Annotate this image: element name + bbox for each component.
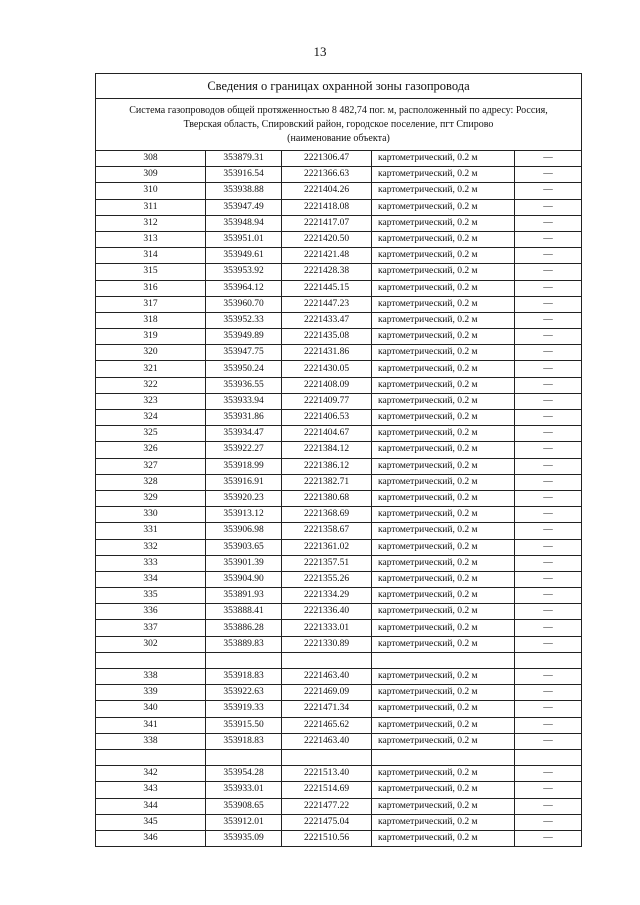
method-cell: картометрический, 0.2 м [372,248,515,264]
method-cell: картометрический, 0.2 м [372,312,515,328]
note-cell: — [515,393,582,409]
table-row [96,555,582,571]
y-coordinate-cell: 2221386.12 [282,458,372,474]
note-cell: — [515,766,582,782]
x-coordinate-cell: 353918.83 [206,669,282,685]
table-row [96,393,582,409]
method-cell: картометрический, 0.2 м [372,215,515,231]
note-cell: — [515,490,582,506]
x-coordinate-cell [206,652,282,668]
description-row [96,99,582,151]
note-cell: — [515,183,582,199]
y-coordinate-cell: 2221430.05 [282,361,372,377]
point-number-cell: 314 [96,248,206,264]
note-cell: — [515,717,582,733]
note-cell: — [515,701,582,717]
x-coordinate-cell: 353918.99 [206,458,282,474]
table-row [96,523,582,539]
note-cell: — [515,685,582,701]
y-coordinate-cell: 2221428.38 [282,264,372,280]
method-cell: картометрический, 0.2 м [372,264,515,280]
note-cell: — [515,248,582,264]
note-cell: — [515,377,582,393]
y-coordinate-cell: 2221306.47 [282,151,372,167]
note-cell: — [515,474,582,490]
x-coordinate-cell: 353912.01 [206,814,282,830]
title-row [96,74,582,99]
note-cell: — [515,345,582,361]
note-cell: — [515,555,582,571]
point-number-cell: 312 [96,215,206,231]
method-cell: картометрический, 0.2 м [372,393,515,409]
y-coordinate-cell: 2221418.08 [282,199,372,215]
table-row [96,588,582,604]
x-coordinate-cell: 353888.41 [206,604,282,620]
point-number-cell: 302 [96,636,206,652]
table-row [96,620,582,636]
x-coordinate-cell: 353903.65 [206,539,282,555]
note-cell: — [515,507,582,523]
note-cell: — [515,151,582,167]
point-number-cell: 342 [96,766,206,782]
method-cell: картометрический, 0.2 м [372,361,515,377]
point-number-cell: 329 [96,490,206,506]
point-number-cell: 338 [96,669,206,685]
point-number-cell: 341 [96,717,206,733]
method-cell: картометрический, 0.2 м [372,442,515,458]
method-cell: картометрический, 0.2 м [372,345,515,361]
table-row [96,685,582,701]
note-cell: — [515,669,582,685]
table-row [96,167,582,183]
x-coordinate-cell: 353952.33 [206,312,282,328]
note-cell: — [515,782,582,798]
y-coordinate-cell: 2221420.50 [282,231,372,247]
y-coordinate-cell: 2221380.68 [282,490,372,506]
y-coordinate-cell: 2221445.15 [282,280,372,296]
table-row [96,442,582,458]
point-number-cell: 311 [96,199,206,215]
table-row [96,280,582,296]
method-cell: картометрический, 0.2 м [372,474,515,490]
note-cell: — [515,830,582,846]
y-coordinate-cell: 2221361.02 [282,539,372,555]
y-coordinate-cell: 2221471.34 [282,701,372,717]
method-cell: картометрический, 0.2 м [372,507,515,523]
table-row [96,507,582,523]
point-number-cell: 336 [96,604,206,620]
note-cell: — [515,523,582,539]
y-coordinate-cell [282,749,372,765]
x-coordinate-cell: 353879.31 [206,151,282,167]
note-cell: — [515,361,582,377]
point-number-cell: 338 [96,733,206,749]
point-number-cell: 340 [96,701,206,717]
table-row [96,604,582,620]
page-number: 13 [313,44,327,59]
separator-row [96,749,582,765]
point-number-cell: 343 [96,782,206,798]
method-cell: картометрический, 0.2 м [372,782,515,798]
y-coordinate-cell: 2221431.86 [282,345,372,361]
table-row [96,539,582,555]
method-cell: картометрический, 0.2 м [372,167,515,183]
note-cell: — [515,458,582,474]
method-cell: картометрический, 0.2 м [372,329,515,345]
table-row [96,183,582,199]
note-cell: — [515,442,582,458]
method-cell: картометрический, 0.2 м [372,458,515,474]
y-coordinate-cell: 2221463.40 [282,669,372,685]
y-coordinate-cell: 2221404.26 [282,183,372,199]
x-coordinate-cell: 353954.28 [206,766,282,782]
x-coordinate-cell: 353931.86 [206,410,282,426]
y-coordinate-cell: 2221366.63 [282,167,372,183]
table-row [96,361,582,377]
x-coordinate-cell: 353949.61 [206,248,282,264]
table-row [96,474,582,490]
note-cell: — [515,539,582,555]
x-coordinate-cell: 353908.65 [206,798,282,814]
table-row [96,798,582,814]
note-cell: — [515,280,582,296]
method-cell: картометрический, 0.2 м [372,296,515,312]
point-number-cell: 326 [96,442,206,458]
point-number-cell: 322 [96,377,206,393]
method-cell: картометрический, 0.2 м [372,685,515,701]
table-row [96,215,582,231]
table-row [96,490,582,506]
method-cell: картометрический, 0.2 м [372,183,515,199]
method-cell: картометрический, 0.2 м [372,717,515,733]
y-coordinate-cell: 2221421.48 [282,248,372,264]
x-coordinate-cell: 353889.83 [206,636,282,652]
y-coordinate-cell: 2221447.23 [282,296,372,312]
table-row [96,377,582,393]
table-row [96,345,582,361]
x-coordinate-cell: 353947.49 [206,199,282,215]
point-number-cell: 330 [96,507,206,523]
method-cell: картометрический, 0.2 м [372,766,515,782]
table-row [96,199,582,215]
y-coordinate-cell: 2221355.26 [282,571,372,587]
point-number-cell: 334 [96,571,206,587]
method-cell: картометрический, 0.2 м [372,426,515,442]
y-coordinate-cell: 2221368.69 [282,507,372,523]
y-coordinate-cell: 2221358.67 [282,523,372,539]
point-number-cell: 323 [96,393,206,409]
note-cell: — [515,798,582,814]
x-coordinate-cell: 353949.89 [206,329,282,345]
point-number-cell: 345 [96,814,206,830]
y-coordinate-cell: 2221465.62 [282,717,372,733]
point-number-cell: 313 [96,231,206,247]
x-coordinate-cell: 353938.88 [206,183,282,199]
method-cell: картометрический, 0.2 м [372,490,515,506]
y-coordinate-cell: 2221417.07 [282,215,372,231]
x-coordinate-cell: 353964.12 [206,280,282,296]
method-cell: картометрический, 0.2 м [372,620,515,636]
note-cell: — [515,199,582,215]
x-coordinate-cell: 353948.94 [206,215,282,231]
table-row [96,248,582,264]
x-coordinate-cell: 353922.27 [206,442,282,458]
y-coordinate-cell: 2221384.12 [282,442,372,458]
table-row [96,733,582,749]
x-coordinate-cell: 353886.28 [206,620,282,636]
table-row [96,814,582,830]
table-row [96,766,582,782]
point-number-cell: 317 [96,296,206,312]
x-coordinate-cell: 353950.24 [206,361,282,377]
method-cell: картометрический, 0.2 м [372,701,515,717]
table-row [96,669,582,685]
note-cell: — [515,604,582,620]
point-number-cell: 320 [96,345,206,361]
point-number-cell: 321 [96,361,206,377]
method-cell: картометрический, 0.2 м [372,523,515,539]
y-coordinate-cell: 2221433.47 [282,312,372,328]
y-coordinate-cell: 2221408.09 [282,377,372,393]
method-cell [372,652,515,668]
point-number-cell: 327 [96,458,206,474]
x-coordinate-cell: 353934.47 [206,426,282,442]
x-coordinate-cell: 353936.55 [206,377,282,393]
table-row [96,329,582,345]
point-number-cell: 331 [96,523,206,539]
method-cell: картометрический, 0.2 м [372,571,515,587]
point-number-cell: 344 [96,798,206,814]
method-cell: картометрический, 0.2 м [372,231,515,247]
table-row [96,782,582,798]
method-cell: картометрический, 0.2 м [372,410,515,426]
point-number-cell: 319 [96,329,206,345]
point-number-cell [96,652,206,668]
x-coordinate-cell: 353916.91 [206,474,282,490]
table-row [96,231,582,247]
y-coordinate-cell: 2221514.69 [282,782,372,798]
table-row [96,410,582,426]
y-coordinate-cell: 2221463.40 [282,733,372,749]
point-number-cell: 316 [96,280,206,296]
method-cell [372,749,515,765]
x-coordinate-cell: 353947.75 [206,345,282,361]
x-coordinate-cell: 353891.93 [206,588,282,604]
y-coordinate-cell: 2221513.40 [282,766,372,782]
table-row [96,264,582,280]
x-coordinate-cell: 353920.23 [206,490,282,506]
note-cell: — [515,636,582,652]
x-coordinate-cell: 353916.54 [206,167,282,183]
point-number-cell: 309 [96,167,206,183]
y-coordinate-cell: 2221336.40 [282,604,372,620]
y-coordinate-cell: 2221469.09 [282,685,372,701]
method-cell: картометрический, 0.2 м [372,814,515,830]
x-coordinate-cell: 353915.50 [206,717,282,733]
method-cell: картометрический, 0.2 м [372,151,515,167]
table-row [96,571,582,587]
note-cell: — [515,814,582,830]
x-coordinate-cell [206,749,282,765]
table-row [96,458,582,474]
note-cell: — [515,167,582,183]
x-coordinate-cell: 353918.83 [206,733,282,749]
point-number-cell: 339 [96,685,206,701]
x-coordinate-cell: 353922.63 [206,685,282,701]
x-coordinate-cell: 353960.70 [206,296,282,312]
method-cell: картометрический, 0.2 м [372,669,515,685]
x-coordinate-cell: 353906.98 [206,523,282,539]
point-number-cell: 318 [96,312,206,328]
description-line-3: (наименование объекта) [287,132,390,144]
x-coordinate-cell: 353904.90 [206,571,282,587]
y-coordinate-cell: 2221406.53 [282,410,372,426]
x-coordinate-cell: 353933.01 [206,782,282,798]
note-cell: — [515,329,582,345]
method-cell: картометрический, 0.2 м [372,199,515,215]
point-number-cell [96,749,206,765]
y-coordinate-cell: 2221510.56 [282,830,372,846]
y-coordinate-cell [282,652,372,668]
y-coordinate-cell: 2221435.08 [282,329,372,345]
method-cell: картометрический, 0.2 м [372,539,515,555]
note-cell: — [515,733,582,749]
note-cell: — [515,410,582,426]
point-number-cell: 325 [96,426,206,442]
table-row [96,312,582,328]
separator-row [96,652,582,668]
table-body [96,74,582,847]
y-coordinate-cell: 2221477.22 [282,798,372,814]
point-number-cell: 324 [96,410,206,426]
point-number-cell: 310 [96,183,206,199]
method-cell: картометрический, 0.2 м [372,798,515,814]
x-coordinate-cell: 353901.39 [206,555,282,571]
point-number-cell: 333 [96,555,206,571]
object-description [96,99,582,151]
note-cell: — [515,588,582,604]
method-cell: картометрический, 0.2 м [372,377,515,393]
method-cell: картометрический, 0.2 м [372,830,515,846]
table-row [96,701,582,717]
x-coordinate-cell: 353933.94 [206,393,282,409]
note-cell [515,652,582,668]
method-cell: картометрический, 0.2 м [372,604,515,620]
point-number-cell: 335 [96,588,206,604]
x-coordinate-cell: 353953.92 [206,264,282,280]
table-row [96,296,582,312]
y-coordinate-cell: 2221334.29 [282,588,372,604]
method-cell: картометрический, 0.2 м [372,733,515,749]
point-number-cell: 308 [96,151,206,167]
table-row [96,426,582,442]
note-cell: — [515,231,582,247]
x-coordinate-cell: 353935.09 [206,830,282,846]
point-number-cell: 346 [96,830,206,846]
y-coordinate-cell: 2221357.51 [282,555,372,571]
note-cell: — [515,620,582,636]
note-cell: — [515,296,582,312]
point-number-cell: 332 [96,539,206,555]
y-coordinate-cell: 2221475.04 [282,814,372,830]
x-coordinate-cell: 353913.12 [206,507,282,523]
note-cell: — [515,571,582,587]
description-line-2: Тверская область, Спировский район, городское поселение, пгт Спирово [183,118,494,130]
coordinates-table [95,73,582,847]
note-cell: — [515,426,582,442]
table-row [96,636,582,652]
method-cell: картометрический, 0.2 м [372,636,515,652]
y-coordinate-cell: 2221409.77 [282,393,372,409]
method-cell: картометрический, 0.2 м [372,280,515,296]
note-cell [515,749,582,765]
point-number-cell: 337 [96,620,206,636]
table-row [96,830,582,846]
note-cell: — [515,215,582,231]
x-coordinate-cell: 353951.01 [206,231,282,247]
method-cell: картометрический, 0.2 м [372,555,515,571]
point-number-cell: 315 [96,264,206,280]
note-cell: — [515,312,582,328]
y-coordinate-cell: 2221333.01 [282,620,372,636]
method-cell: картометрический, 0.2 м [372,588,515,604]
table-title: Сведения о границах охранной зоны газопровода [96,74,582,99]
y-coordinate-cell: 2221404.67 [282,426,372,442]
x-coordinate-cell: 353919.33 [206,701,282,717]
point-number-cell: 328 [96,474,206,490]
note-cell: — [515,264,582,280]
y-coordinate-cell: 2221330.89 [282,636,372,652]
y-coordinate-cell: 2221382.71 [282,474,372,490]
description-line-1: Система газопроводов общей протяженностью 8 482,74 пог. м, расположенный по адресу: Россия, [129,104,548,116]
table-row [96,151,582,167]
table-row [96,717,582,733]
